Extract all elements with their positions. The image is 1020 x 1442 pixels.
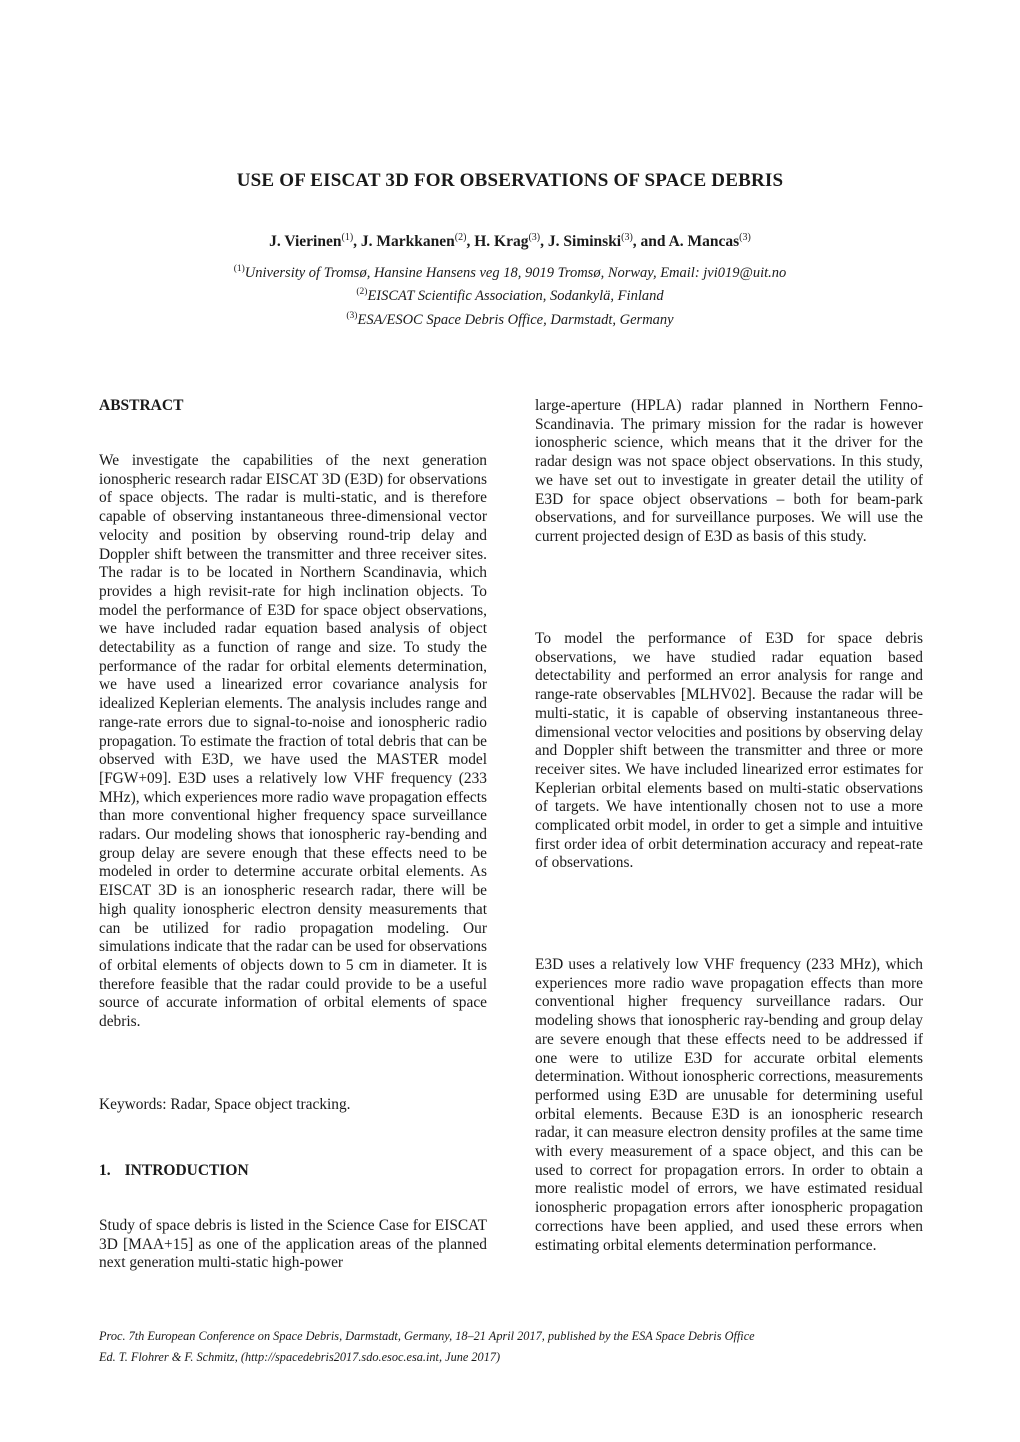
intro-paragraph-2	[535, 630, 923, 873]
affiliation-text: University of Tromsø, Hansine Hansens veg 18, 9019 Tromsø, Norway, Email: jvi019@uit.no	[244, 264, 787, 281]
page-footer	[99, 1326, 919, 1368]
author-name: J. Siminski	[547, 233, 622, 251]
author-name: A. Mancas	[668, 233, 740, 251]
author-name: J. Vierinen	[269, 233, 342, 251]
paper-title: USE OF EISCAT 3D FOR OBSERVATIONS OF SPACE DEBRIS	[236, 170, 784, 191]
abstract-text	[99, 452, 487, 1032]
author-name: H. Krag	[474, 233, 529, 251]
author-affil-mark: (3)	[739, 232, 751, 243]
affiliation-text: ESA/ESOC Space Debris Office, Darmstadt, Germany	[357, 311, 674, 328]
affiliation-list	[0, 260, 1020, 330]
affiliation-line	[0, 260, 1020, 283]
paragraph-text: To model the performance of E3D for space debris observations, we have studied radar equation based detectability and performed an error analysis for range and range-rate observables [MLHV02]. Because the radar will be multi-static, it is capable of observing instantaneous three-dimensional vector velocities and positions by observing delay and Doppler shift between the transmitter and three or more receiver sites. We have included linearized error estimates for Keplerian orbital elements based on multi-static observations of targets. We have intentionally chosen not to use a more complicated orbit model, in order to get a simple and intuitive first order idea of orbit determination accuracy and repeat-rate of observations.	[535, 630, 923, 872]
abstract-paragraph: We investigate the capabilities of the next generation ionospheric research radar EISCAT 3D (E3D) for observations of space objects. The radar is multi-static, and is therefore capable of observing instantaneous three-dimensional vector velocity and position by observing round-trip delay and Doppler shift between the transmitter and three receiver sites. The radar is to be located in Northern Scandinavia, which provides a high revisit-rate for high inclination objects. To model the performance of E3D for space object observations, we have included radar equation based analysis of object detectability as a function of range and size. To study the performance of the radar for orbital elements determination, we have used a linearized error covariance analysis for idealized Keplerian elements. The analysis includes range and range-rate errors due to signal-to-noise and ionospheric radio propagation. To estimate the fraction of total debris that can be observed with E3D, we have used the MASTER model [FGW+09]. E3D uses a relatively low VHF frequency (233 MHz), which experiences more radio wave propagation effects than more conventional higher frequency space surveillance radars. Our modeling shows that ionospheric ray-bending and group delay are severe enough that these effects need to be modeled in order to determine accurate orbital elements. As EISCAT 3D is an ionospheric research radar, there will be high quality ionospheric electron density measurements that can be utilized for radio propagation modeling. Our simulations indicate that the radar can be used for observations of orbital elements of objects down to 5 cm in diameter. It is therefore feasible that the radar could provide to be a useful source of accurate information of orbital elements of space debris.	[99, 452, 487, 1031]
footer-line: Proc. 7th European Conference on Space Debris, Darmstadt, Germany, 18–21 April 2017, published by the ESA Space Debris Office	[99, 1329, 755, 1343]
intro-paragraph-1a	[99, 1217, 487, 1273]
footer-line: Ed. T. Flohrer & F. Schmitz, (http://spacedebris2017.sdo.esoc.esa.int, June 2017)	[99, 1350, 501, 1364]
intro-paragraph-3	[535, 956, 923, 1255]
affiliation-text: EISCAT Scientific Association, Sodankylä, Finland	[367, 288, 664, 305]
section-number: 1.	[99, 1162, 111, 1179]
author-sep: , and	[632, 233, 669, 251]
author-affil-mark: (1)	[341, 232, 354, 243]
author-name: J. Markkanen	[360, 233, 455, 251]
affiliation-line	[0, 307, 1020, 330]
author-sep: ,	[466, 233, 475, 251]
author-sep: ,	[353, 233, 361, 251]
intro-paragraph-1b	[535, 397, 923, 547]
abstract-heading: ABSTRACT	[99, 397, 184, 414]
paragraph-text: Study of space debris is listed in the Science Case for EISCAT 3D [MAA+15] as one of the application areas of the planned next generation multi-static high-power	[99, 1217, 487, 1272]
paragraph-text: large-aperture (HPLA) radar planned in Northern Fenno-Scandinavia. The primary mission for the radar is however ionospheric science, which means that it the driver for the radar design was not space object observations. In this study, we have set out to investigate in greater detail the utility of E3D for space object observations – both for beam-park observations, and for surveillance purposes. We will use the current projected design of E3D as basis of this study.	[535, 397, 923, 545]
affil-mark: (2)	[356, 287, 368, 298]
affiliation-line	[0, 283, 1020, 306]
author-affil-mark: (3)	[528, 232, 541, 243]
author-affil-mark: (3)	[621, 232, 633, 243]
paragraph-text: E3D uses a relatively low VHF frequency (233 MHz), which experiences more radio wave propagation effects than more conventional higher frequency surveillance radars. Our modeling shows that ionospheric ray-bending and group delay are severe enough that these effects need to be addressed if one were to utilize E3D for accurate orbital elements determination. Without ionospheric corrections, measurements performed using E3D are unusable for determining useful orbital elements. Because E3D is an ionospheric research radar, it can measure electron density profiles at the same time with every measurement of a space object, and this can be used to correct for propagation errors. In order to obtain a more realistic model of errors, we have estimated residual ionospheric propagation errors after ionospheric propagation corrections have been applied, and used these errors when estimating orbital elements determination performance.	[535, 956, 923, 1254]
keywords: Keywords: Radar, Space object tracking.	[99, 1096, 351, 1113]
affil-mark: (3)	[346, 310, 358, 321]
author-sep: ,	[540, 233, 548, 251]
section-title: INTRODUCTION	[124, 1162, 249, 1179]
author-affil-mark: (2)	[454, 232, 467, 243]
affil-mark: (1)	[233, 264, 245, 274]
author-list	[0, 232, 1020, 251]
section-heading-introduction	[99, 1162, 487, 1181]
